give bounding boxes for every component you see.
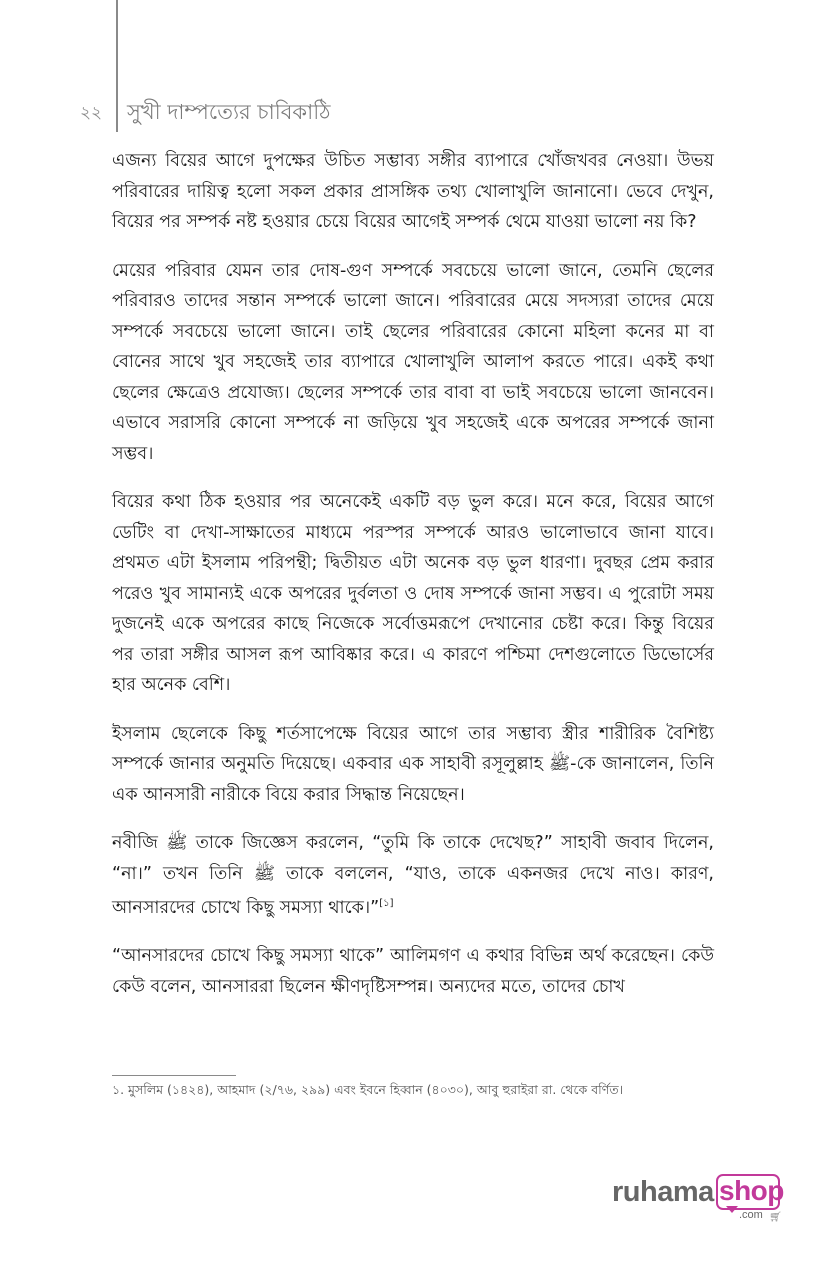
logo-text-shop: shop [719,1175,784,1206]
running-title: সুখী দাম্পত্যের চাবিকাঠি [127,100,331,124]
paragraph: এজন্য বিয়ের আগে দুপক্ষের উচিত সম্ভাব্য সঙ্গীর ব্যাপারে খোঁজখবর নেওয়া। উভয় পরিবারের দায়িত্ব হলো সকল প্রকার প্রাসঙ্গিক তথ্য খোলাখুলি জানানো। ভেবে দেখুন, বিয়ের পর সম্পর্ক নষ্ট হওয়ার চেয়ে বিয়ের আগেই সম্পর্ক থেমে যাওয়া ভালো নয় কি? [112,151,714,232]
body-text [112,146,714,1020]
paragraph: মেয়ের পরিবার যেমন তার দোষ-গুণ সম্পর্কে সবচেয়ে ভালো জানে, তেমনি ছেলের পরিবারও তাদের সন্তান সম্পর্কে ভালো জানে। পরিবারের মেয়ে সদস্যরা তাদের মেয়ে সম্পর্কে সবচেয়ে ভালো জানে। তাই ছেলের পরিবারের কোনো মহিলা কনের মা বা বোনের সাথে খুব সহজেই তার ব্যাপারে খোলাখুলি আলাপ করতে পারে। একই কথা ছেলের ক্ষেত্রেও প্রযোজ্য। ছেলের সম্পর্কে তার বাবা বা ভাই সবচেয়ে ভালো জানবেন। এভাবে সরাসরি কোনো সম্পর্কে না জড়িয়ে খুব সহজেই একে অপরের সম্পর্কে জানা সম্ভব। [112,260,714,464]
header-vertical-rule [116,0,118,132]
paragraph: বিয়ের কথা ঠিক হওয়ার পর অনেকেই একটি বড় ভুল করে। মনে করে, বিয়ের আগে ডেটিং বা দেখা-সাক্ষাতের মাধ্যমে পরস্পর সম্পর্কে আরও ভালোভাবে জানা যাবে। প্রথমত এটা ইসলাম পরিপন্থী; দ্বিতীয়ত এটা অনেক বড় ভুল ধারণা। দুবছর প্রেম করার পরেও খুব সামান্যই একে অপরের দুর্বলতা ও দোষ সম্পর্কে জানা সম্ভব। এ পুরোটা সময় দুজনেই একে অপরের কাছে নিজেকে সর্বোত্তমরূপে দেখানোর চেষ্টা করে। কিন্তু বিয়ের পর তারা সঙ্গীর আসল রূপ আবিষ্কার করে। এ কারণে পশ্চিমা দেশগুলোতে ডিভোর্সের হার অনেক বেশি। [112,492,714,695]
logo-text-ruhama: ruhama [612,1176,714,1208]
paragraph-with-footnote [112,828,714,923]
footnote: ১. মুসলিম (১৪২৪), আহমাদ (২/৭৬, ২৯৯) এবং ইবনে হিব্বান (৪০৩০), আবু হুরাইরা রা. থেকে বর্ণিত। [112,1082,624,1097]
logo-text-domain: .com [739,1209,763,1221]
page-number: ২২ [80,103,103,123]
paragraph: “আনসারদের চোখে কিছু সমস্যা থাকে” আলিমগণ এ কথার বিভিন্ন অর্থ করেছেন। কেউ কেউ বলেন, আনসাররা ছিলেন ক্ষীণদৃষ্টিসম্পন্ন। অন্যদের মতে, তাদের চোখ [112,946,714,997]
cart-icon: 🛒︎ [769,1212,782,1223]
ruhamashop-logo [612,1172,782,1230]
footnote-marker[interactable]: [১] [379,898,394,909]
paragraph: ইসলাম ছেলেকে কিছু শর্তসাপেক্ষে বিয়ের আগে তার সম্ভাব্য স্ত্রীর শারীরিক বৈশিষ্ট্য সম্পর্কে জানার অনুমতি দিয়েছে। একবার এক সাহাবী রসূলুল্লাহ ﷺ-কে জানালেন, তিনি এক আনসারী নারীকে বিয়ে করার সিদ্ধান্ত নিয়েছেন। [112,723,714,805]
footnote-rule [112,1075,236,1076]
logo-bubble-tail [726,1206,738,1213]
paragraph-text: নবীজি ﷺ তাকে জিজ্ঞেস করলেন, “তুমি কি তাকে দেখেছ?” সাহাবী জবাব দিলেন, “না।” তখন তিনি ﷺ তাকে বললেন, “যাও, তাকে একনজর দেখে নাও। কারণ, আনসারদের চোখে কিছু সমস্যা থাকে।” [112,833,714,918]
